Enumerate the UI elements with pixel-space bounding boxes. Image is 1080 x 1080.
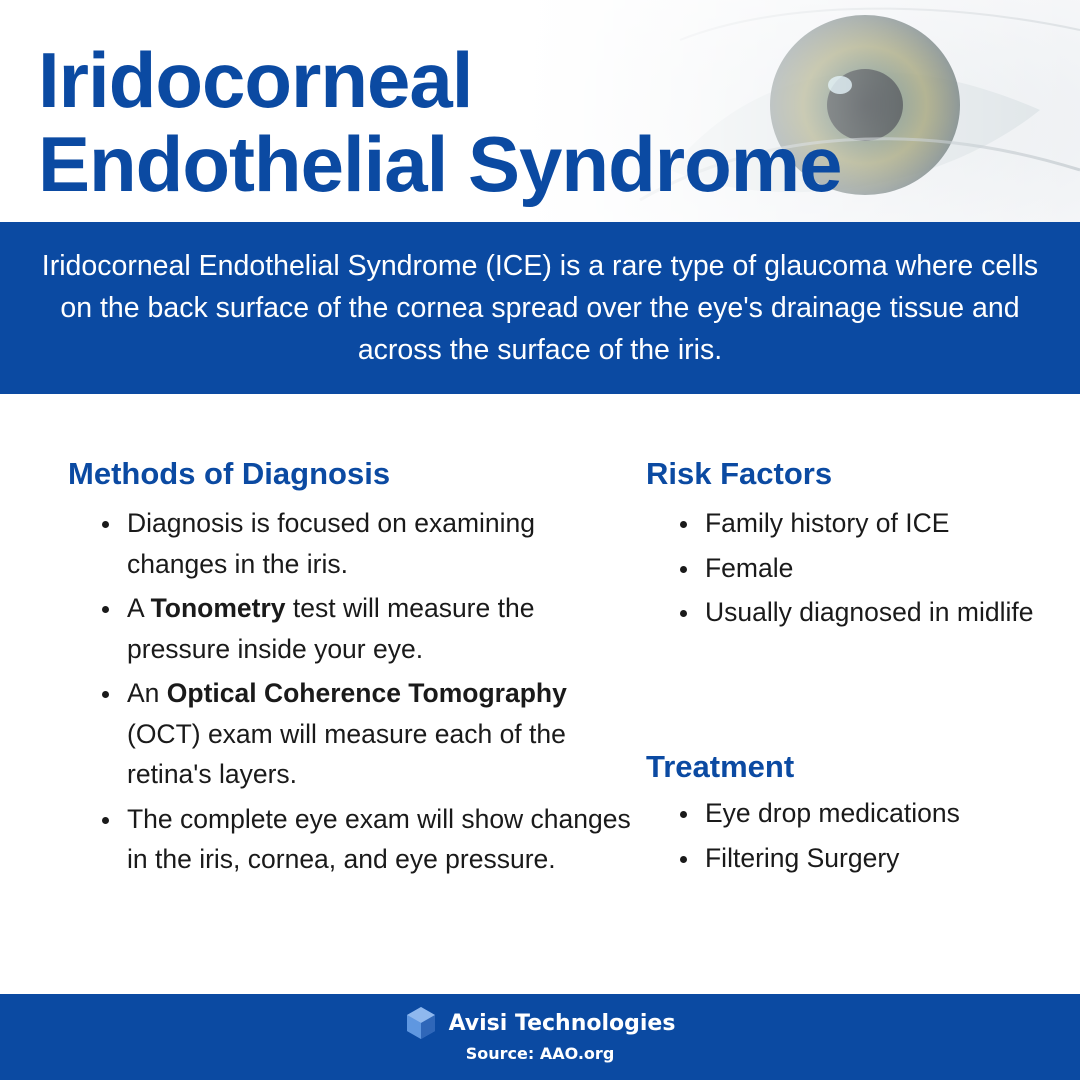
treatment-heading: Treatment bbox=[646, 749, 795, 784]
list-item bbox=[123, 588, 639, 669]
list-item bbox=[701, 838, 1061, 879]
list-item bbox=[123, 503, 639, 584]
list-item bbox=[701, 592, 1061, 633]
footer-brand bbox=[0, 1006, 1080, 1040]
list-item bbox=[701, 548, 1061, 589]
risk-item-2: Female bbox=[705, 552, 794, 583]
intro-text: Iridocorneal Endothelial Syndrome (ICE) is a rare type of glaucoma where cells on the back surface of the cornea spread over the eye's drainage tissue and across the surface of the iris. bbox=[41, 250, 1039, 366]
diagnosis-item-3-post: (OCT) exam will measure each of the retina's layers. bbox=[127, 718, 566, 789]
source-credit: Source: AAO.org bbox=[465, 1044, 615, 1063]
treatment-list bbox=[674, 793, 1061, 882]
treatment-item-2: Filtering Surgery bbox=[705, 842, 900, 873]
diagnosis-heading: Methods of Diagnosis bbox=[68, 456, 391, 491]
list-item bbox=[701, 503, 1061, 544]
title-line-1: Iridocorneal bbox=[38, 36, 473, 124]
risk-factors-heading: Risk Factors bbox=[646, 456, 833, 491]
avisi-logo-icon bbox=[405, 1006, 437, 1040]
header bbox=[0, 0, 1080, 222]
diagnosis-item-2-bold: Tonometry bbox=[150, 593, 286, 623]
brand-name: Avisi Technologies bbox=[448, 1010, 676, 1036]
page-title bbox=[38, 38, 841, 206]
diagnosis-item-3-pre: An bbox=[127, 678, 167, 708]
diagnosis-item-4-text: The complete eye exam will show changes in the iris, cornea, and eye pressure. bbox=[127, 803, 631, 874]
title-line-2: Endothelial Syndrome bbox=[38, 120, 842, 208]
diagnosis-item-3-bold: Optical Coherence Tomography bbox=[166, 678, 567, 708]
risk-factors-list bbox=[674, 503, 1061, 637]
list-item bbox=[701, 793, 1061, 834]
risk-item-1: Family history of ICE bbox=[705, 508, 950, 538]
list-item bbox=[123, 673, 639, 795]
treatment-item-1: Eye drop medications bbox=[705, 798, 960, 828]
diagnosis-list bbox=[96, 503, 639, 884]
list-item bbox=[123, 799, 639, 880]
diagnosis-item-2-pre: A bbox=[127, 593, 151, 623]
footer bbox=[0, 994, 1080, 1080]
diagnosis-item-2-post: test will measure the pressure inside your eye. bbox=[127, 593, 535, 664]
risk-item-3: Usually diagnosed in midlife bbox=[705, 597, 1034, 627]
diagnosis-item-1-text: Diagnosis is focused on examining changes in the iris. bbox=[127, 508, 536, 579]
intro-banner bbox=[0, 222, 1080, 394]
